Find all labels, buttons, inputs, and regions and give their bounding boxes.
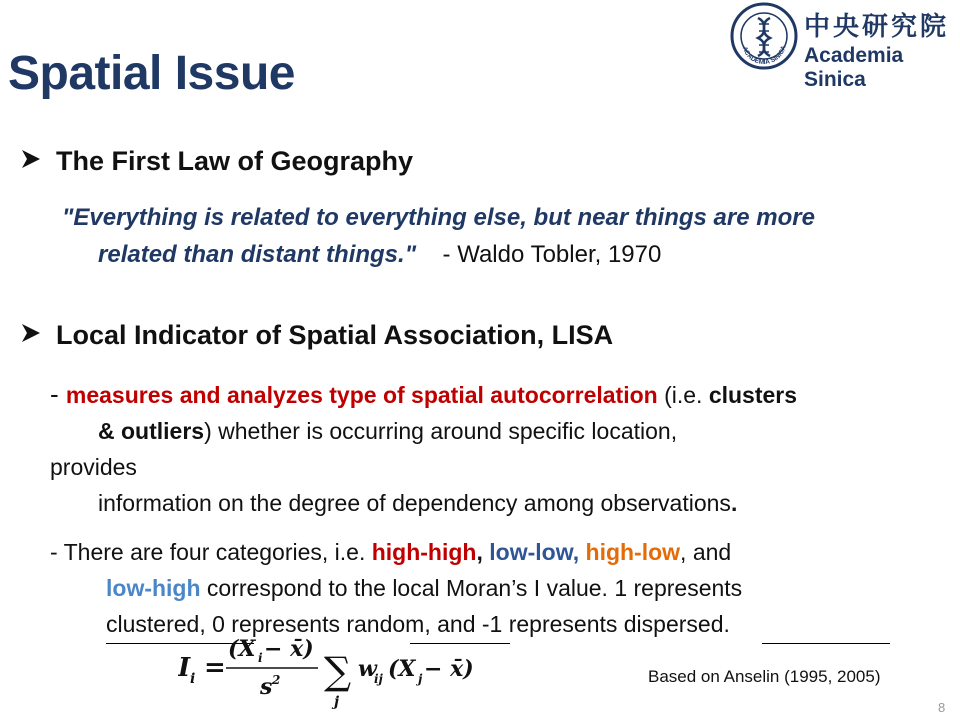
high-low-label: high-low [585,539,681,565]
formula-term-rest: − x̄) [424,656,474,682]
formula-denominator: s [260,674,273,700]
slide-title: Spatial Issue [8,47,295,100]
p1-line3: provides [50,454,137,480]
underline-dispersed [762,643,890,644]
p2-line1: - There are four categories, i.e. high-high, low-low, high-low, and [50,539,732,565]
arrow-bullet-icon [20,148,44,177]
tobler-quote-line1: "Everything is related to everything else, but near things are more [62,204,815,231]
formula-denominator-sup: 2 [272,673,281,687]
section2-heading-text: Local Indicator of Spatial Association, LISA [56,320,614,350]
clusters-term: clusters [708,382,798,408]
formula-numerator-sub: i [258,651,263,665]
outliers-term: & outliers [98,418,205,444]
section1-heading-text: The First Law of Geography [56,146,414,176]
lisa-paragraph-2 [50,534,955,642]
p2-line2: low-high correspond to the local Moran’s I value. 1 represents [106,575,743,601]
formula-sigma: ∑ [324,649,352,693]
section1-heading [20,146,413,177]
logo-english-name: Academia Sinica [804,44,904,91]
p1-line1: - measures and analyzes type of spatial autocorrelation (i.e. clusters [50,379,798,409]
formula-sigma-sub: j [334,694,340,710]
arrow-bullet-icon [20,322,44,351]
high-high-label: high-high [371,539,477,565]
formula-term: (X [388,656,416,682]
p1-line2: & outliers) whether is occurring around specific location, [98,418,678,444]
formula-equals: = [204,653,226,683]
low-high-label: low-high [106,575,201,601]
academia-sinica-logo [730,2,956,91]
formula-term-sub: j [418,672,423,686]
formula-weight: w [358,656,377,682]
seal-icon [730,2,798,70]
logo-chinese-name: 中央研究院 [804,12,950,42]
page-number: 8 [938,700,946,715]
low-low-label: low-low, [489,539,580,565]
source-note: Based on Anselin (1995, 2005) [648,667,881,686]
p1-line4: information on the degree of dependency among observations. [98,490,738,516]
tobler-quote-line2-row [98,241,661,269]
p2-line3: clustered, 0 represents random, and -1 represents dispersed. [106,611,730,637]
formula-lhs-sub: i [190,671,196,687]
lisa-definition-highlight: measures and analyzes type of spatial autocorrelation [65,382,658,408]
section2-heading [20,320,613,351]
seal-text: ACADEMIA SINICA [740,44,788,67]
formula-lhs: I [178,653,191,683]
formula-weight-sub: ij [374,672,383,686]
tobler-quote-line2: related than distant things." [98,241,417,268]
tobler-attribution: - Waldo Tobler, 1970 [442,241,662,268]
local-morans-i-formula [178,632,478,710]
formula-numerator: (X [228,636,256,662]
lisa-paragraph-1 [50,376,955,521]
formula-numerator-rest: − x̄) [264,636,314,662]
